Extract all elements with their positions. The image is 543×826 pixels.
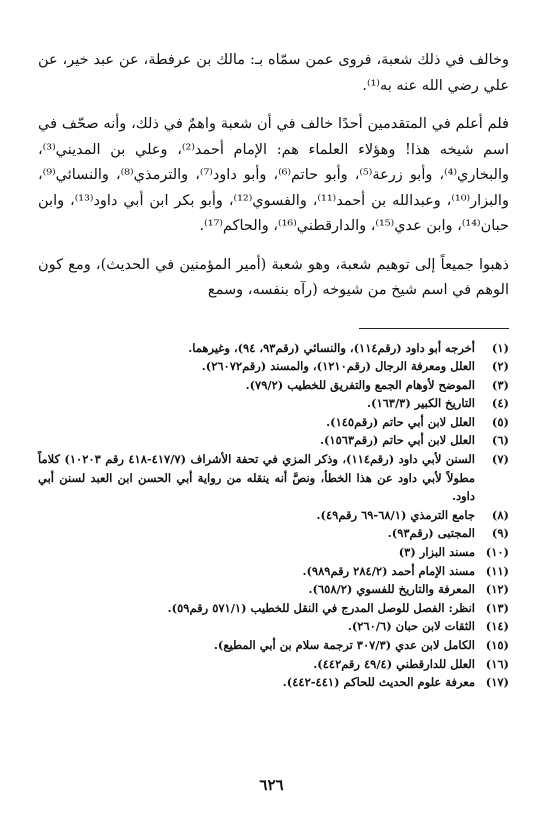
footnote-number: (٣) bbox=[491, 377, 509, 392]
footnote-number: (٥) bbox=[491, 414, 509, 429]
footnote-number: (٦) bbox=[491, 433, 509, 448]
body-paragraph-2: فلم أعلم في المتقدمين أحدًا خالف في أن شعبة واهمٌ في ذلك، وأنه صحّف في اسم شيخه هذا! وهؤلاء العلماء هم: الإمام أحمد⁽²⁾، وعلي بن المديني⁽³⁾، والبخاري⁽⁴⁾، وأبو زرعة⁽⁵⁾، وأبو حاتم⁽⁶⁾، وأبو داود⁽⁷⁾، والترمذي⁽⁸⁾، والنسائي⁽⁹⁾، والبزار⁽¹⁰⁾، وعبدالله بن أحمد⁽¹¹⁾، والفسوي⁽¹²⁾، وأبو بكر ابن أبي داود⁽¹³⁾، وابن حبان⁽¹⁴⁾، وابن عدي⁽¹⁵⁾، والدارقطني⁽¹⁶⁾، والحاكم⁽¹⁷⁾. bbox=[38, 116, 509, 234]
footnote-number: (١٢) bbox=[485, 582, 509, 597]
footnote-item bbox=[38, 617, 509, 636]
footnote-item bbox=[38, 599, 509, 618]
footnote-text: الكامل لابن عدي (٣٠٧/٣ ترجمة سلام بن أبي المطيع). bbox=[213, 638, 475, 652]
footnote-text: المجتبى (رقم٩٣). bbox=[387, 526, 475, 541]
footnote-text: مسند الإمام أحمد (٢٨٤/٢ رقم٩٨٩). bbox=[302, 563, 475, 578]
footnote-number: (١١) bbox=[485, 563, 509, 578]
footnote-text: الموضح لأوهام الجمع والتفريق للخطيب (٧٩/٢). bbox=[245, 377, 475, 392]
footnote-item bbox=[38, 357, 509, 376]
footnote-text: جامع الترمذي (٦٨/١-٦٩ رقم٤٩). bbox=[316, 507, 475, 522]
footnote-text: الثقات لابن حبان (٢٦٠/٦). bbox=[347, 619, 475, 634]
footnote-number: (١٠) bbox=[485, 545, 509, 560]
footnote-item bbox=[38, 562, 509, 581]
footnote-number: (٤) bbox=[491, 396, 509, 411]
footnote-item bbox=[38, 655, 509, 674]
footnote-number: (٨) bbox=[491, 507, 509, 522]
footnote-text: العلل ومعرفة الرجال (رقم١٢١٠)، والمسند (رقم٢٦٠٧٢). bbox=[201, 359, 475, 374]
footnote-item bbox=[38, 376, 509, 395]
footnote-number: (٧) bbox=[491, 452, 509, 467]
footnote-item bbox=[38, 673, 509, 692]
footnote-text: التاريخ الكبير (١٦٣/٣). bbox=[366, 396, 475, 411]
footnote-text: معرفة علوم الحديث للحاكم (٤٤١-٤٤٢). bbox=[282, 675, 475, 690]
footnote-number: (١٣) bbox=[485, 600, 509, 615]
footnote-item bbox=[38, 431, 509, 450]
footnote-text: انظر: الفصل للوصل المدرج في النقل للخطيب (٥٧١/١ رقم٥٩). bbox=[167, 600, 475, 615]
footnote-text: المعرفة والتاريخ للفسوي (٦٥٨/٢). bbox=[308, 582, 475, 597]
footnote-text: العلل لابن أبي حاتم (رقم١٥٦٣). bbox=[319, 433, 475, 448]
footnote-number: (١٥) bbox=[485, 638, 509, 652]
footnote-text: مسند البزار (٣) bbox=[398, 545, 475, 560]
footnote-divider bbox=[359, 328, 509, 329]
footnote-text: أخرجه أبو داود (رقم١١٤)، والنسائي (رقم٩٣، ٩٤)، وغيرهما. bbox=[188, 340, 475, 355]
footnote-item bbox=[38, 543, 509, 562]
footnote-item bbox=[38, 506, 509, 525]
footnote-text: العلل للدارقطني (٤٩/٤ رقم٤٤٢). bbox=[313, 656, 475, 671]
footnote-item bbox=[38, 450, 509, 506]
footnote-number: (٢) bbox=[491, 359, 509, 374]
footnote-number: (١٦) bbox=[485, 656, 509, 671]
footnote-number: (١٤) bbox=[485, 619, 509, 634]
footnote-text: السنن لأبي داود (رقم١١٤)، وذكر المزي في تحفة الأشراف (٤١٧/٧-٤١٨ رقم ١٠٢٠٣) كلاماً مطولاً لأبي داود عن هذا الخطأ، ونصَّ أنه ينقله من رواية أبي الحسن ابن العبد لسنن أبي داود. bbox=[38, 452, 475, 504]
footnote-item bbox=[38, 636, 509, 655]
body-paragraph-3: ذهبوا جميعاً إلى توهيم شعبة، وهو شعبة (أمير المؤمنين في الحديث)، ومع كون الوهم في اسم شيخ من شيوخه (رآه بنفسه، وسمع bbox=[38, 256, 509, 298]
page-number: ٦٢٦ bbox=[259, 776, 284, 794]
footnote-item bbox=[38, 524, 509, 543]
footnote-number: (٩) bbox=[491, 526, 509, 541]
footnote-text: العلل لابن أبي حاتم (رقم١٤٥). bbox=[326, 414, 475, 429]
book-page bbox=[38, 48, 509, 692]
footnote-number: (١) bbox=[491, 340, 509, 355]
footnote-item bbox=[38, 413, 509, 432]
footnotes-list bbox=[38, 339, 509, 692]
footnote-item bbox=[38, 580, 509, 599]
footnote-item bbox=[38, 339, 509, 358]
footnote-item bbox=[38, 394, 509, 413]
body-paragraph-1: وخالف في ذلك شعبة، فروى عمن سمّاه بـ: مالك بن عرفطة، عن عبد خير، عن علي رضي الله عنه به⁽¹⁾. bbox=[38, 52, 509, 94]
footnote-number: (١٧) bbox=[485, 675, 509, 690]
